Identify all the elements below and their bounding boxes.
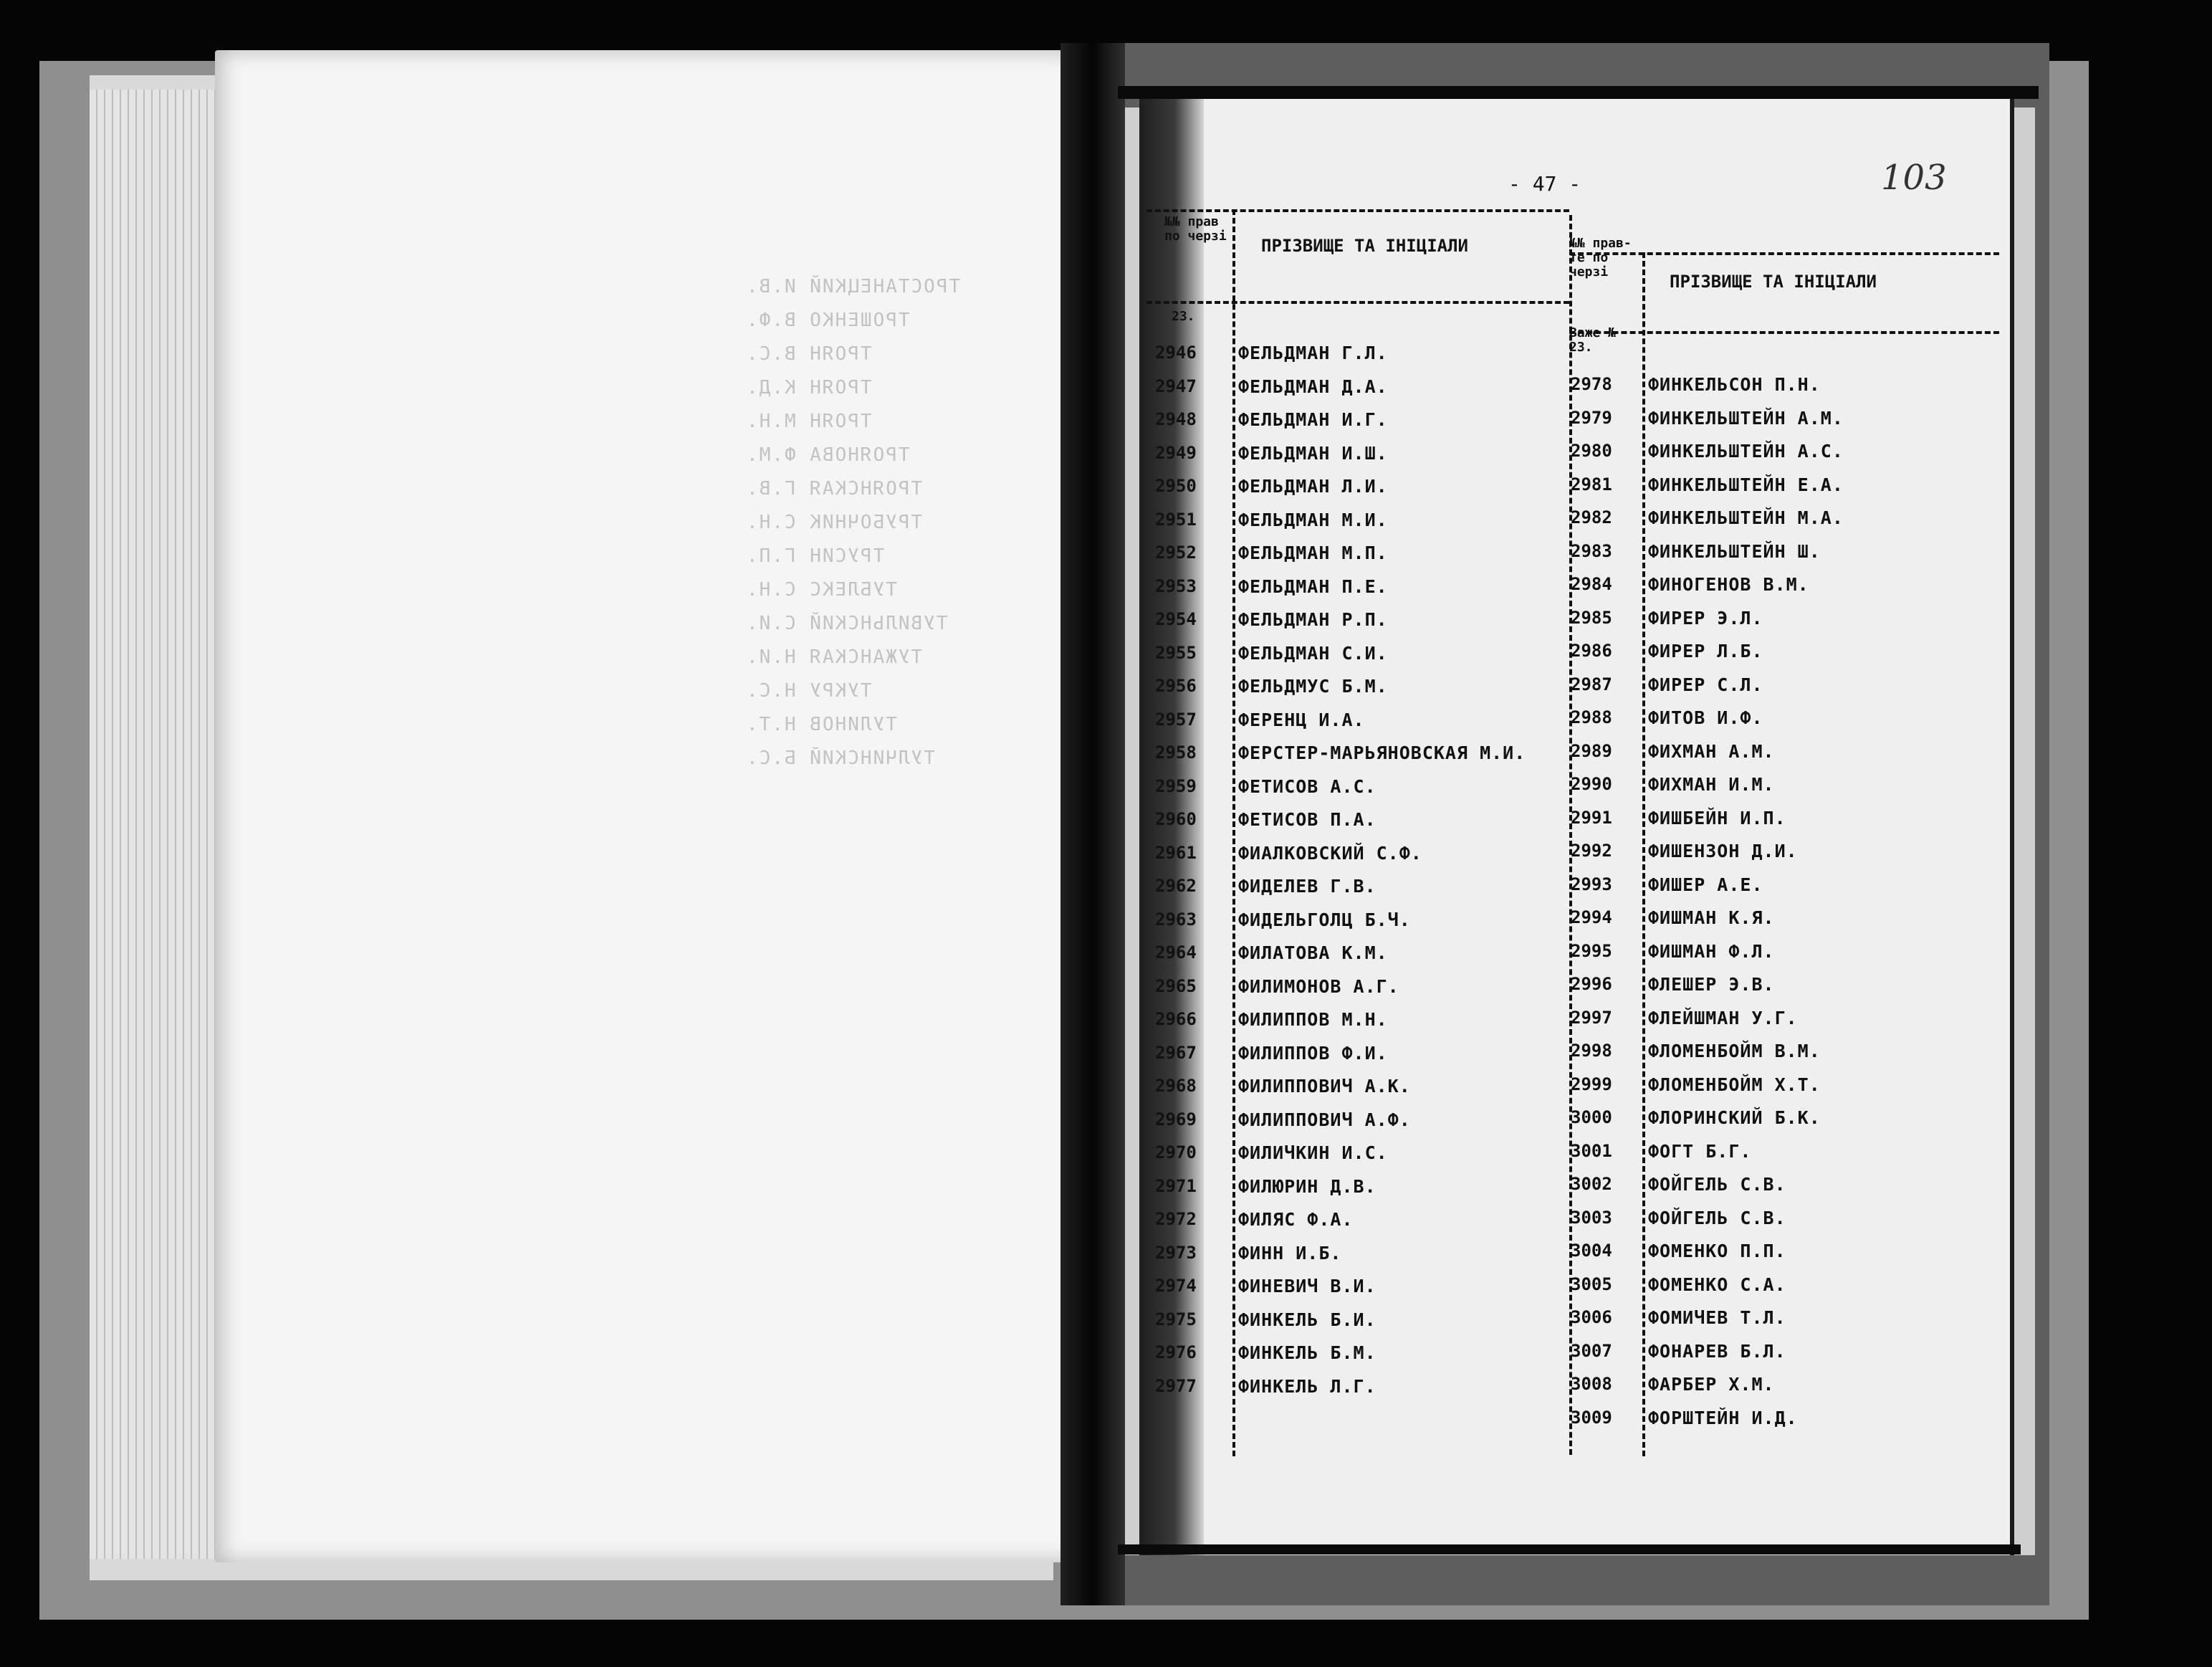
bleedthrough-text: ТРОШЕНКО В.Ф. (745, 310, 910, 331)
bleedthrough-text: ТРОЯН В.С. (745, 343, 872, 365)
entry-number: 2978 (1571, 374, 1612, 394)
entry-number: 3001 (1571, 1140, 1612, 1161)
entry-name: ФОЙГЕЛЬ С.В. (1648, 1207, 1786, 1228)
entry-name: ФИНКЕЛЬ Б.М. (1238, 1342, 1376, 1363)
entry-number: 2983 (1571, 540, 1612, 561)
entry-number: 2958 (1155, 742, 1197, 763)
entry-number: 2955 (1155, 642, 1197, 663)
entry-number: 2949 (1155, 442, 1197, 463)
entry-name: ФЕЛЬДМАН Д.А. (1238, 376, 1388, 397)
entry-number: 3008 (1571, 1374, 1612, 1394)
entry-name: ФИЛАТОВА К.М. (1238, 942, 1388, 963)
bleedthrough-text: ТРОЯНОВА Ф.М. (745, 444, 910, 466)
bleedthrough-text: ТРУБОЧНИК С.Н. (745, 512, 923, 533)
entry-number: 2980 (1571, 441, 1612, 461)
bleedthrough-text: ТРОЯНСКАЯ Г.В. (745, 478, 923, 500)
entry-number: 3006 (1571, 1307, 1612, 1327)
entry-name: ФОМЕНКО С.А. (1648, 1274, 1786, 1295)
col1-name-header: ПРІЗВИЩЕ ТА ІНІЦІАЛИ (1261, 236, 1468, 256)
entry-name: ФИЛИППОВ М.Н. (1238, 1009, 1388, 1030)
entry-name: ФЕРЕНЦ И.А. (1238, 709, 1365, 730)
entry-number: 2964 (1155, 942, 1197, 963)
entry-number: 2988 (1571, 707, 1612, 727)
col2-number-header: №№ прав-те по черзі (1569, 236, 1632, 280)
entry-name: ФИШЕНЗОН Д.И. (1648, 841, 1798, 861)
entry-number: 2961 (1155, 842, 1197, 863)
entry-number: 2947 (1155, 376, 1197, 396)
entry-number: 3000 (1571, 1107, 1612, 1127)
bleedthrough-text: ТРУСИН Г.П. (745, 545, 885, 567)
entry-name: ФИНКЕЛЬШТЕЙН Ш. (1648, 540, 1821, 562)
page-number: - 47 - (1508, 172, 1581, 196)
entry-number: 2981 (1571, 474, 1612, 495)
entry-name: ФЕЛЬДМАН Г.Л. (1238, 343, 1388, 363)
bleedthrough-text: ТУЖАНСКАЯ Н.И. (745, 646, 923, 668)
entry-number: 2989 (1571, 740, 1612, 761)
entry-name: ФИНКЕЛЬСОН П.Н. (1648, 374, 1821, 395)
entry-number: 2990 (1571, 774, 1612, 794)
entry-number: 2948 (1155, 409, 1197, 429)
entry-name: ФЛОМЕНБОЙМ Х.Т. (1648, 1074, 1821, 1095)
entry-number: 2972 (1155, 1209, 1197, 1229)
entry-name: ФИНОГЕНОВ В.М. (1648, 574, 1809, 595)
col2-vazhe-label: Важе № 23. (1569, 325, 1617, 355)
entry-number: 3005 (1571, 1274, 1612, 1294)
bleedthrough-text: ТУЛИНОВ Н.Т. (745, 714, 897, 735)
entry-name: ФЕЛЬДМАН Р.П. (1238, 609, 1388, 630)
entry-name: ФИДЕЛЬГОЛЦ Б.Ч. (1238, 909, 1411, 930)
entry-name: ФИШЕР А.Е. (1648, 874, 1763, 895)
entry-name: ФИЛИППОВИЧ А.Ф. (1238, 1109, 1411, 1130)
entry-number: 2970 (1155, 1142, 1197, 1162)
entry-name: ФИШМАН Ф.Л. (1648, 940, 1775, 962)
entry-number: 3009 (1571, 1407, 1612, 1428)
bleedthrough-text: ТРОЯН К.Д. (745, 377, 872, 398)
header-top-rule (1146, 209, 1569, 212)
entry-name: ФИХМАН И.М. (1648, 774, 1775, 795)
entry-number: 2967 (1155, 1042, 1197, 1063)
entry-name: ФИНКЕЛЬШТЕЙН А.С. (1648, 441, 1844, 462)
entry-name: ФЕЛЬДМАН П.Е. (1238, 575, 1388, 597)
entry-name: ФИДЕЛЕВ Г.В. (1238, 876, 1376, 897)
entry-name: ФОРШТЕЙН И.Д. (1648, 1407, 1798, 1428)
entry-number: 3007 (1571, 1340, 1612, 1361)
entry-name: ФИЛИМОНОВ А.Г. (1238, 975, 1399, 997)
column-divider-1 (1232, 209, 1235, 1456)
entry-number: 3003 (1571, 1207, 1612, 1228)
entry-number: 2976 (1155, 1342, 1197, 1362)
entry-number: 2959 (1155, 775, 1197, 796)
header-bottom-rule-right (1569, 331, 1999, 334)
entry-name: ФИНКЕЛЬ Б.И. (1238, 1309, 1376, 1330)
book-gutter (1060, 43, 1125, 1605)
entry-number: 2965 (1155, 975, 1197, 996)
entry-number: 2993 (1571, 874, 1612, 894)
entry-number: 2954 (1155, 609, 1197, 629)
entry-name: ФЕТИСОВ П.А. (1238, 809, 1376, 830)
bleedthrough-text: ТРОСТАНЕЦКИЙ И.В. (745, 276, 961, 297)
entry-name: ФИАЛКОВСКИЙ С.Ф. (1238, 842, 1422, 864)
column-divider-2 (1569, 215, 1572, 1455)
entry-number: 2974 (1155, 1276, 1197, 1296)
entry-name: ФИЛЮРИН Д.В. (1238, 1175, 1376, 1197)
entry-number: 2956 (1155, 676, 1197, 696)
entry-name: ФЕЛЬДМАН М.И. (1238, 509, 1388, 530)
entry-number: 2991 (1571, 807, 1612, 828)
entry-name: ФЕЛЬДМАН И.Г. (1238, 409, 1388, 430)
entry-name: ФЕЛЬДМАН И.Ш. (1238, 442, 1388, 464)
entry-name: ФАРБЕР Х.М. (1648, 1374, 1775, 1395)
entry-name: ФОНАРЕВ Б.Л. (1648, 1340, 1786, 1362)
entry-name: ФОМЕНКО П.П. (1648, 1241, 1786, 1261)
entry-name: ФИНКЕЛЬШТЕЙН А.М. (1648, 407, 1844, 429)
entry-name: ФИРЕР С.Л. (1648, 674, 1763, 695)
entry-number: 2975 (1155, 1309, 1197, 1329)
entry-name: ФИРЕР Э.Л. (1648, 607, 1763, 629)
folio-number: 103 (1881, 158, 1947, 198)
entry-number: 2971 (1155, 1175, 1197, 1196)
entry-number: 2982 (1571, 507, 1612, 527)
entry-number: 2960 (1155, 809, 1197, 829)
entry-name: ФЛОРИНСКИЙ Б.К. (1648, 1107, 1821, 1128)
entry-name: ФИЛИЧКИН И.С. (1238, 1142, 1388, 1163)
entry-number: 2966 (1155, 1009, 1197, 1029)
entry-number: 2957 (1155, 709, 1197, 730)
bleedthrough-text: ТУВИЛЬНСКИЙ С.И. (745, 613, 948, 634)
entry-number: 2946 (1155, 343, 1197, 363)
column-divider-3 (1642, 252, 1645, 1456)
entry-name: ФЕРСТЕР-МАРЬЯНОВСКАЯ М.И. (1238, 742, 1526, 763)
entry-number: 2995 (1571, 940, 1612, 961)
entry-number: 2973 (1155, 1242, 1197, 1263)
entry-number: 2977 (1155, 1375, 1197, 1396)
page-edges (90, 90, 226, 1559)
entry-name: ФИЛЯС Ф.А. (1238, 1209, 1354, 1230)
header-top-rule-right (1569, 252, 1999, 255)
header-bottom-rule (1146, 301, 1569, 304)
entry-name: ФЕЛЬДМАН Л.И. (1238, 476, 1388, 497)
entry-number: 2979 (1571, 407, 1612, 428)
entry-name: ФЕЛЬДМАН С.И. (1238, 642, 1388, 664)
entry-name: ФЕЛЬДМАН М.П. (1238, 543, 1388, 563)
entry-number: 3002 (1571, 1174, 1612, 1194)
entry-number: 2999 (1571, 1074, 1612, 1094)
entry-number: 2994 (1571, 907, 1612, 927)
entry-name: ФИНН И.Б. (1238, 1242, 1342, 1264)
page-bottom-edge (1118, 1544, 2021, 1554)
entry-name: ФЕЛЬДМУС Б.М. (1238, 676, 1388, 697)
entry-name: ФОГТ Б.Г. (1648, 1140, 1752, 1162)
entry-name: ФИНКЕЛЬ Л.Г. (1238, 1375, 1376, 1397)
col1-number-header: №№ прав по черзі (1164, 214, 1227, 244)
entry-number: 2997 (1571, 1007, 1612, 1028)
entry-name: ФЛЕШЕР Э.В. (1648, 974, 1775, 995)
entry-name: ФОЙГЕЛЬ С.В. (1648, 1174, 1786, 1195)
entry-name: ФИНКЕЛЬШТЕЙН Е.А. (1648, 474, 1844, 495)
entry-number: 2987 (1571, 674, 1612, 694)
entry-name: ФИНКЕЛЬШТЕЙН М.А. (1648, 507, 1844, 528)
entry-name: ФИЛИППОВИЧ А.К. (1238, 1076, 1411, 1097)
entry-number: 2985 (1571, 607, 1612, 628)
entry-name: ФИРЕР Л.Б. (1648, 641, 1763, 661)
bleedthrough-text: ТУБЛЕКС С.Н. (745, 579, 897, 601)
entry-name: ФИШБЕЙН И.П. (1648, 807, 1786, 828)
entry-name: ФИНЕВИЧ В.И. (1238, 1276, 1376, 1296)
entry-name: ФИХМАН А.М. (1648, 740, 1775, 762)
entry-number: 2992 (1571, 841, 1612, 861)
entry-number: 2953 (1155, 575, 1197, 596)
entry-number: 2950 (1155, 476, 1197, 496)
col1-vazhe-label: 23. (1172, 309, 1195, 324)
entry-number: 2952 (1155, 543, 1197, 563)
entry-number: 2996 (1571, 974, 1612, 994)
entry-number: 2962 (1155, 876, 1197, 896)
entry-name: ФИШМАН К.Я. (1648, 907, 1775, 928)
entry-name: ФЛЕЙШМАН У.Г. (1648, 1007, 1798, 1028)
entry-number: 2986 (1571, 641, 1612, 661)
entry-number: 3004 (1571, 1241, 1612, 1261)
entry-number: 2963 (1155, 909, 1197, 930)
col2-name-header: ПРІЗВИЩЕ ТА ІНІЦІАЛИ (1670, 272, 1877, 292)
bleedthrough-text: ТУЛЧИНСКИЙ Б.С. (745, 747, 935, 769)
bleedthrough-text: ТУКРУ Н.С. (745, 680, 872, 702)
page-top-edge (1118, 86, 2039, 99)
entry-name: ФЕТИСОВ А.С. (1238, 775, 1376, 797)
entry-name: ФИТОВ И.Ф. (1648, 707, 1763, 728)
entry-number: 2998 (1571, 1041, 1612, 1061)
entry-number: 2969 (1155, 1109, 1197, 1129)
entry-number: 2968 (1155, 1076, 1197, 1096)
entry-name: ФЛОМЕНБОЙМ В.М. (1648, 1041, 1821, 1061)
entry-name: ФОМИЧЕВ Т.Л. (1648, 1307, 1786, 1328)
entry-number: 2984 (1571, 574, 1612, 594)
entry-name: ФИЛИППОВ Ф.И. (1238, 1042, 1388, 1064)
bleedthrough-text: ТРОЯН М.Н. (745, 411, 872, 432)
entry-number: 2951 (1155, 509, 1197, 530)
